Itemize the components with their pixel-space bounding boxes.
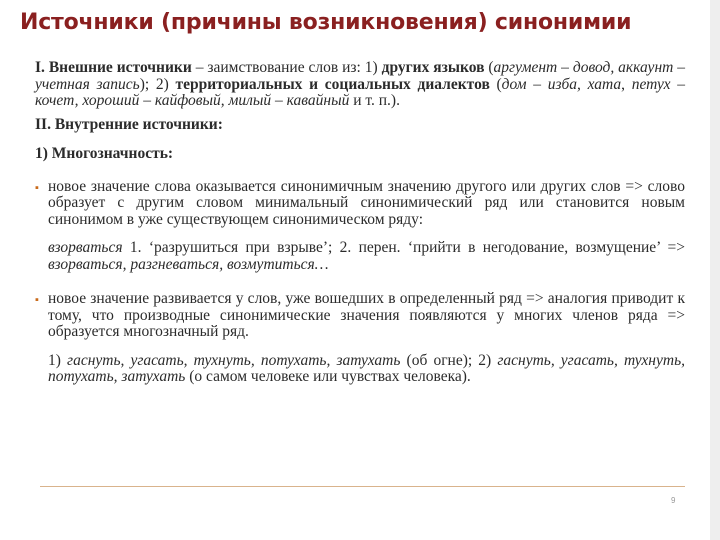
footer-divider [40, 486, 685, 487]
example-synonyms-person: гаснуть, угасать, тухнуть, потухать, затухать [48, 351, 685, 385]
text-run: 1. ‘разрушиться при взрыве’; 2. перен. ‘прийти в негодование, возмущение’ => [122, 239, 685, 256]
internal-sources-heading: II. Внутренние источники: [35, 115, 223, 133]
example-word: взорваться [48, 239, 123, 256]
example-synonyms: взорваться, разгневаться, возмутиться… [48, 255, 329, 273]
slide-body [35, 60, 685, 386]
text-run: (об огне); 2) [400, 351, 498, 369]
term-other-languages: других языков [381, 59, 485, 76]
example-slang: петух – кочет, хороший – кайфовый, милый – кавайный [35, 75, 685, 109]
text-run: (о самом человеке или чувствах человека). [185, 368, 471, 385]
external-sources-paragraph [35, 60, 685, 110]
bullet-item-synonymous-meaning [35, 179, 685, 229]
text-run: 1) [48, 351, 68, 369]
term-dialects: территориальных и социальных диалектов [175, 75, 490, 93]
bullet-text: новое значение развивается у слов, уже вошедших в определенный ряд => аналогия приводит к тому, что производные синонимические значения появляются у многих членов ряда => образуется многозначный ряд. [48, 290, 685, 340]
example-dialect: дом – изба, хата [501, 75, 622, 93]
text-run: ( [489, 75, 502, 93]
external-sources-heading: I. Внешние источники [35, 59, 192, 76]
text-run: и т. п.). [349, 92, 400, 109]
text-run: – заимствование слов из: 1) [191, 59, 382, 76]
example-synonyms-fire: гаснуть, угасать, тухнуть, потухать, затухать [67, 351, 401, 369]
example-borrowing: аргумент – довод, аккаунт – учетная запись [35, 59, 686, 93]
polysemy-heading: 1) Многозначность: [35, 145, 174, 162]
example-vzorvatsya [35, 240, 685, 273]
slide-title: Источники (причины возникновения) синонимии [20, 10, 632, 35]
bullet-marker: ▪ [35, 294, 39, 306]
page-number: 9 [671, 496, 676, 505]
bullet-text: новое значение слова оказывается синонимичным значению другого или других слов => слово образует с другим словом минимальный синонимический ряд или становится новым синонимом в уже существующем синонимическом ряду: [48, 177, 685, 228]
text-run: ( [484, 59, 494, 76]
text-run: , [621, 75, 632, 93]
bullet-item-analogy [35, 291, 685, 341]
bullet-marker: ▪ [35, 181, 39, 194]
text-run: ); 2) [139, 75, 176, 93]
slide-right-edge [710, 0, 720, 540]
example-gasnut [35, 353, 685, 386]
